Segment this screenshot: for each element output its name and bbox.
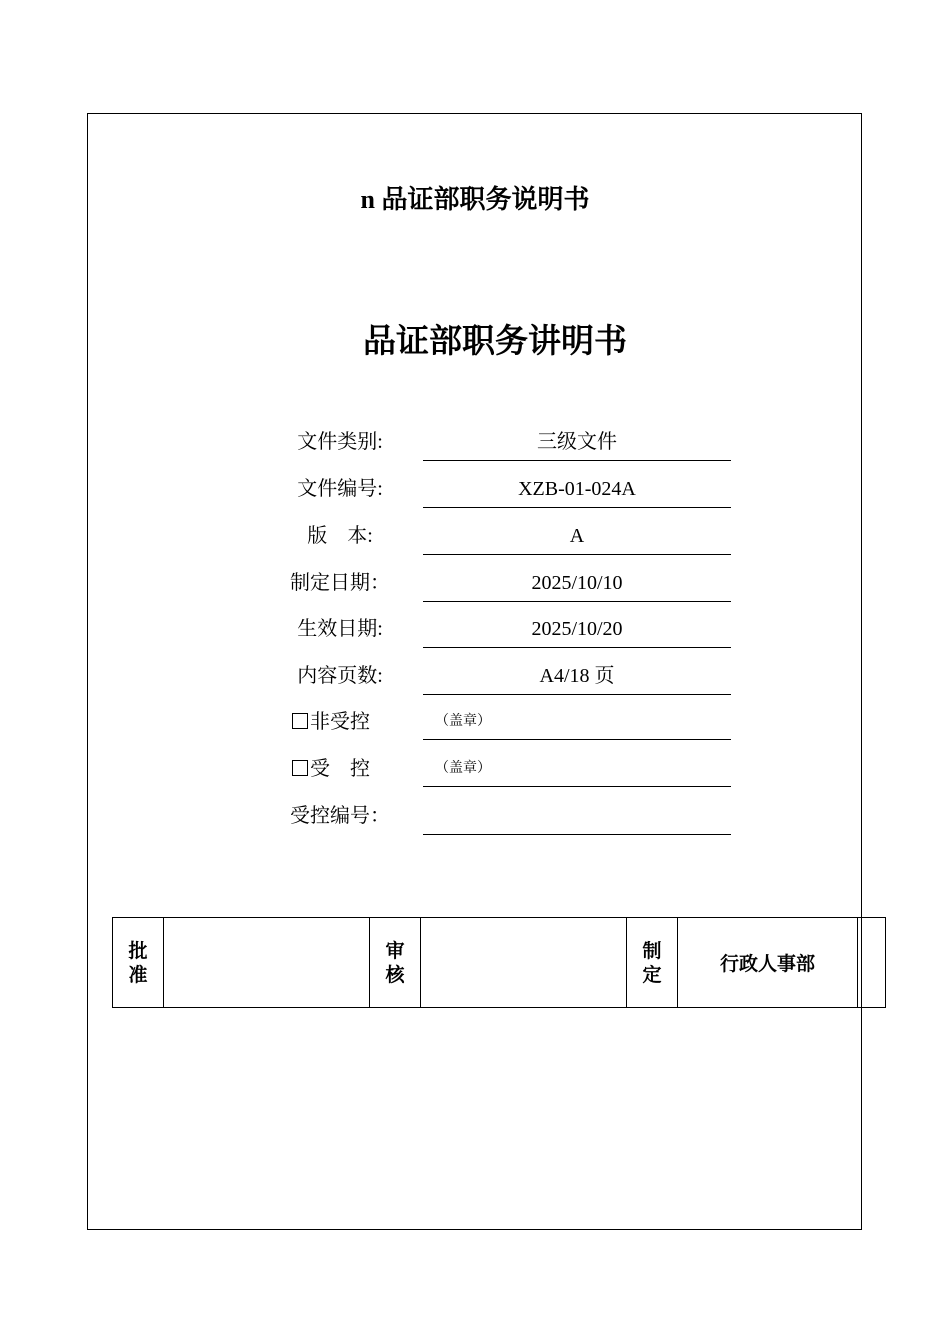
info-row-doc-number xyxy=(280,469,732,509)
table-end-cell xyxy=(858,918,886,1008)
field-value: 2025/10/10 xyxy=(423,563,731,602)
draft-department: 行政人事部 xyxy=(678,918,858,1008)
signature-row xyxy=(113,918,886,1008)
field-label: 文件编号: xyxy=(297,478,383,500)
field-label: 版 本: xyxy=(307,525,373,547)
header-title: n 品证部职务说明书 xyxy=(360,185,590,214)
field-value: A xyxy=(423,516,731,555)
field-value: XZB-01-024A xyxy=(423,469,731,508)
info-row-control-number xyxy=(280,796,732,836)
field-value: 三级文件 xyxy=(423,422,731,461)
draft-label: 制 定 xyxy=(627,918,678,1008)
controlled-checkbox[interactable] xyxy=(292,760,308,776)
stamp-note: （盖章） xyxy=(423,702,731,740)
info-row-effective-date xyxy=(280,609,732,649)
info-row-created-date xyxy=(280,563,732,603)
field-label: 受控编号： xyxy=(290,805,390,827)
uncontrolled-checkbox[interactable] xyxy=(292,713,308,729)
review-signature-cell[interactable] xyxy=(421,918,627,1008)
main-title: 品证部职务讲明书 xyxy=(363,324,627,360)
field-label xyxy=(292,702,412,742)
info-row-controlled xyxy=(280,749,732,789)
info-row-page-count xyxy=(280,656,732,696)
review-label: 审 核 xyxy=(370,918,421,1008)
field-label: 制定日期： xyxy=(290,572,390,594)
field-label: 文件类别: xyxy=(297,431,383,453)
field-label xyxy=(292,749,412,789)
info-row-category xyxy=(280,422,732,462)
uncontrolled-label: 非受控 xyxy=(310,711,370,733)
info-row-version xyxy=(280,516,732,556)
stamp-note: （盖章） xyxy=(423,749,731,787)
control-number-field[interactable] xyxy=(423,796,731,835)
controlled-label: 受 控 xyxy=(310,758,370,780)
field-value: A4/18 页 xyxy=(423,656,731,695)
approve-signature-cell[interactable] xyxy=(164,918,370,1008)
field-value: 2025/10/20 xyxy=(423,609,731,648)
info-row-uncontrolled xyxy=(280,702,732,742)
approve-label: 批 准 xyxy=(113,918,164,1008)
field-label: 内容页数: xyxy=(297,665,383,687)
field-label: 生效日期: xyxy=(297,618,383,640)
signature-table xyxy=(112,917,886,1008)
